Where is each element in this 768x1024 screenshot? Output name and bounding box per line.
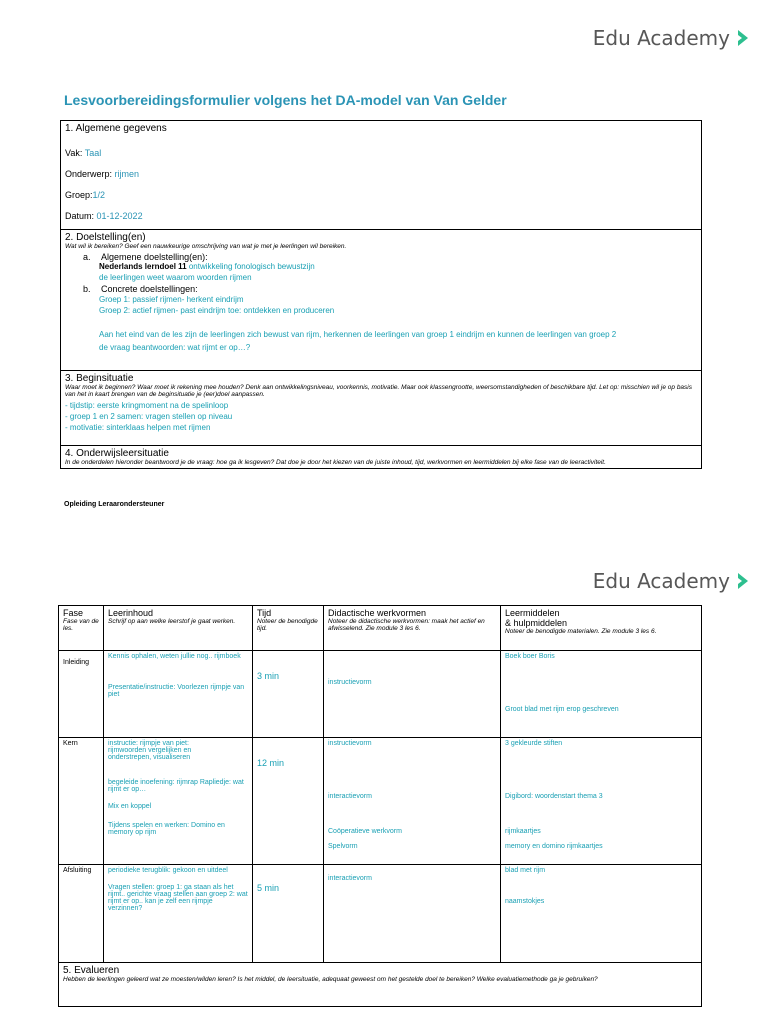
middelen-afsluiting	[501, 865, 702, 963]
goal-a-line2: de leerlingen weet waarom woorden rijmen	[99, 273, 252, 282]
goal-a-rest: ontwikkeling fonologisch bewustzijn	[186, 262, 315, 271]
table-row	[59, 651, 702, 738]
groep-value: 1/2	[92, 190, 106, 200]
leerinhoud-item: begeleide inoefening: rijmrap Rapliedje: wat rijmt er op…	[108, 779, 244, 793]
header-werkvormen	[324, 606, 501, 651]
edu-academy-logo-2	[593, 569, 750, 593]
header-werkvormen-sub: Noteer de didactische werkvormen: maak het actief en afwisselend. Zie module 3 les 6.	[328, 618, 485, 632]
leerinhoud-item: Mix en koppel	[108, 803, 152, 810]
leerinhoud-inleiding	[104, 651, 253, 738]
middelen-item: rijmkaartjes	[505, 828, 541, 835]
section-3-heading: 3. Beginsituatie	[65, 373, 134, 384]
datum-label: Datum:	[65, 211, 95, 221]
goal-a-marker: a.	[83, 252, 91, 262]
section-evaluate-cell	[59, 963, 702, 1007]
goal-summary-line1: Aan het eind van de les zijn de leerlingen zich bewust van rijm, herkennen de leerlingen van groep 1 eindrijm en kunnen de leerlingen van groep 2	[99, 330, 617, 339]
leerinhoud-item: Vragen stellen: groep 1: ga staan als het rijmt.. gerichte vraag stellen aan groep 2: wat rijmt er op.. kan je zelf een rijmpje verzinnen?	[108, 884, 248, 912]
middelen-kern	[501, 738, 702, 865]
section-begin	[61, 371, 702, 446]
onderwerp-row	[65, 169, 697, 179]
edu-academy-logo	[593, 26, 750, 50]
werkvormen-kern	[324, 738, 501, 865]
section-5-instruction: Hebben de leerlingen geleerd wat ze moesten/wilden leren? Is het middel, de leersituatie, adequaat geweest om het gestelde doel te bereiken? Welke evaluatiemethode ga je gebruiken?	[63, 976, 598, 983]
page-title: Lesvoorbereidingsformulier volgens het DA-model van Van Gelder	[64, 92, 507, 108]
header-middelen-title2: & hulpmiddelen	[505, 618, 568, 628]
goal-b	[83, 284, 697, 294]
middelen-item: Digibord: woordenstart thema 3	[505, 793, 603, 800]
goal-b-line2: Groep 2: actief rijmen- past eindrijm toe: ontdekken en produceren	[99, 306, 335, 315]
middelen-item: Boek boer Boris	[505, 653, 555, 660]
leerinhoud-afsluiting	[104, 865, 253, 963]
goal-a-line1	[99, 262, 697, 271]
datum-row	[65, 211, 697, 221]
middelen-item: blad met rijm	[505, 867, 546, 874]
table-row	[59, 865, 702, 963]
section-2-instruction: Wat wil ik bereiken? Geef een nauwkeurige omschrijving van wat je met je leerlingen wil bereiken.	[65, 243, 347, 250]
header-leerinhoud	[104, 606, 253, 651]
groep-row	[65, 190, 697, 200]
header-fase	[59, 606, 104, 651]
leerinhoud-item: instructie: rijmpje van piet: rijmwoorden vergelijken en onderstrepen, visualiseren	[108, 740, 192, 761]
header-tijd-title: Tijd	[257, 608, 272, 618]
goal-a	[83, 252, 697, 262]
section-general	[61, 121, 702, 230]
middelen-inleiding	[501, 651, 702, 738]
header-middelen	[501, 606, 702, 651]
tijd-inleiding: 3 min	[253, 651, 324, 738]
header-fase-sub: Fase van de les.	[63, 618, 99, 632]
tijd-kern: 12 min	[253, 738, 324, 865]
fase-afsluiting: Afsluiting	[59, 865, 104, 963]
goal-a-bold: Nederlands lerndoel 11	[99, 262, 187, 271]
vak-value: Taal	[84, 148, 102, 158]
werkvorm-item: Spelvorm	[328, 843, 358, 850]
werkvormen-inleiding: instructievorm	[324, 651, 501, 738]
header-tijd	[253, 606, 324, 651]
section-evaluate	[59, 963, 702, 1007]
header-tijd-sub: Noteer de benodigde tijd.	[257, 618, 318, 632]
groep-label: Groep:	[65, 190, 93, 200]
table-row	[59, 738, 702, 865]
logo-text: Edu Academy	[592, 26, 730, 50]
logo-text: Edu Academy	[592, 569, 730, 593]
middelen-item: 3 gekleurde stiften	[505, 740, 563, 747]
leerinhoud-item: Tijdens spelen en werken: Domino en memory op rijm	[108, 822, 225, 836]
begin-item-1: - tijdstip: eerste kringmoment na de spelinloop	[65, 401, 229, 410]
middelen-item: Groot blad met rijm erop geschreven	[505, 706, 619, 713]
goal-summary-line2: de vraag beantwoorden: wat rijmt er op…?	[99, 343, 251, 352]
lesson-table-header	[59, 606, 702, 651]
lesson-table	[58, 605, 702, 1007]
section-2-heading: 2. Doelstelling(en)	[65, 232, 146, 243]
leerinhoud-item: Kennis ophalen, weten jullie nog.. rijmboek	[108, 653, 241, 660]
header-fase-title: Fase	[63, 608, 84, 618]
werkvorm-item: instructievorm	[328, 740, 372, 747]
section-5-heading: 5. Evalueren	[63, 965, 120, 976]
fase-inleiding: Inleiding	[59, 651, 104, 738]
fase-kern: Kern	[59, 738, 104, 865]
werkvormen-afsluiting: interactievorm	[324, 865, 501, 963]
onderwerp-value: rijmen	[114, 169, 140, 179]
header-leerinhoud-title: Leerinhoud	[108, 608, 154, 618]
leerinhoud-item: periodieke terugblik: gekoon en uitdeel	[108, 867, 228, 874]
section-teaching	[61, 446, 702, 469]
goal-b-line1: Groep 1: passief rijmen- herkent eindrijm	[99, 295, 244, 304]
header-leerinhoud-sub: Schrijf op aan welke leerstof je gaat werken.	[108, 618, 236, 625]
onderwerp-label: Onderwerp:	[65, 169, 113, 179]
werkvorm-item: interactievorm	[328, 793, 372, 800]
section-1-heading: 1. Algemene gegevens	[65, 123, 167, 134]
form-table-top	[60, 120, 702, 469]
section-4-instruction: In de onderdelen hieronder beantwoord je de vraag: hoe ga ik lesgeven? Dat doe je door het kiezen van de juiste inhoud, tijd, werkvormen en leermiddelen bij elke fase van de leeractiviteit.	[65, 459, 606, 466]
datum-value: 01-12-2022	[96, 211, 143, 221]
middelen-item: memory en domino rijmkaartjes	[505, 843, 603, 850]
vak-row	[65, 148, 697, 158]
header-middelen-title: Leermiddelen	[505, 608, 560, 618]
section-4-heading: 4. Onderwijsleersituatie	[65, 448, 169, 459]
werkvorm-item: Coöperatieve werkvorm	[328, 828, 402, 835]
header-middelen-sub: Noteer de benodigde materialen. Zie module 3 les 6.	[505, 628, 657, 635]
vak-label: Vak:	[65, 148, 83, 158]
leerinhoud-kern	[104, 738, 253, 865]
chevron-right-icon	[736, 29, 750, 47]
leerinhoud-item: Presentatie/instructie: Voorlezen rijmpje van piet	[108, 684, 245, 698]
chevron-right-icon	[736, 572, 750, 590]
goal-b-marker: b.	[83, 284, 91, 294]
begin-item-3: - motivatie: sinterklaas helpen met rijmen	[65, 423, 211, 432]
header-werkvormen-title: Didactische werkvormen	[328, 608, 427, 618]
section-3-instruction: Waar moet ik beginnen? Waar moet ik rekening mee houden? Denk aan ontwikkelingsniveau, voorkennis, motivatie. Maar ook klassengrootte, weersomstandigheden of beschikbare tijd. Let op: misschien wil je op basis van het in kaart brengen van de beginsituatie je (eer)doel aanpassen.	[65, 384, 692, 398]
goal-b-label: Concrete doelstellingen:	[101, 284, 198, 294]
middelen-item: naamstokjes	[505, 898, 545, 905]
footer-text: Opleiding Leraarondersteuner	[64, 501, 165, 508]
tijd-afsluiting: 5 min	[253, 865, 324, 963]
section-goals	[61, 230, 702, 371]
begin-item-2: - groep 1 en 2 samen: vragen stellen op niveau	[65, 412, 233, 421]
goal-a-label: Algemene doelstelling(en):	[101, 252, 208, 262]
